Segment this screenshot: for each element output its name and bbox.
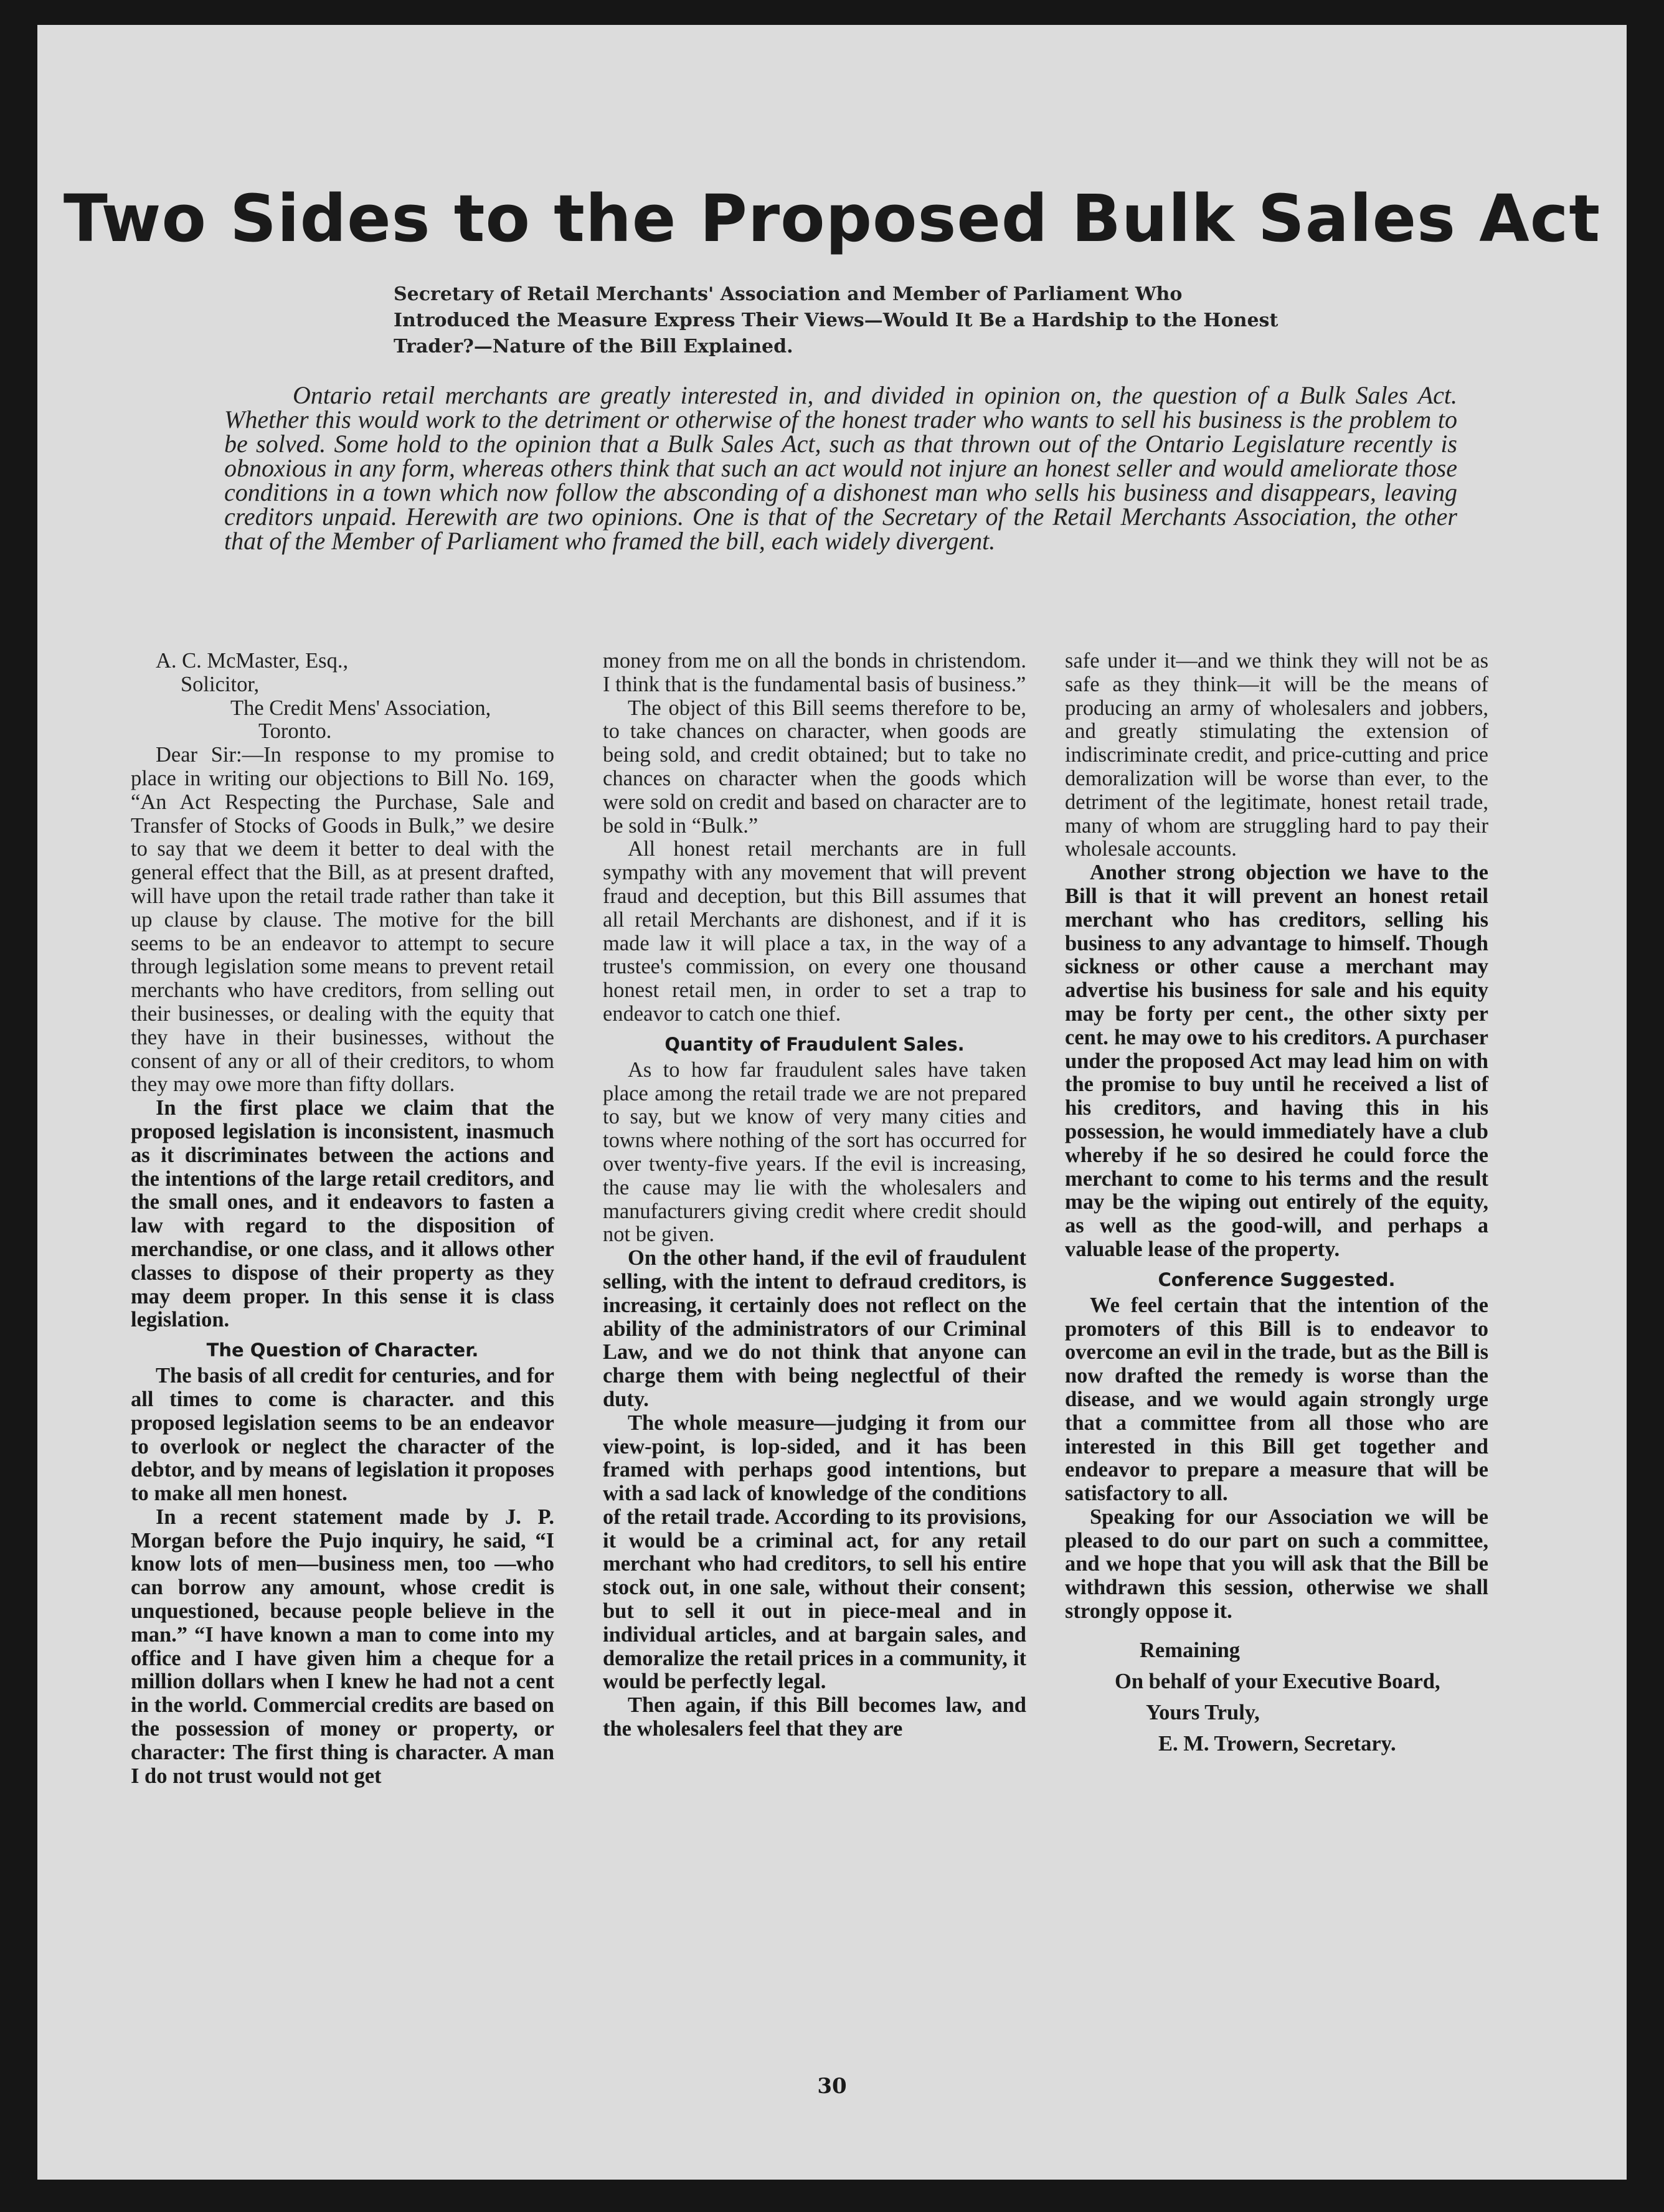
signature-line: On behalf of your Executive Board, xyxy=(1115,1669,1440,1693)
column-1 xyxy=(131,650,554,1788)
article-title: Two Sides to the Proposed Bulk Sales Act xyxy=(63,181,1601,257)
section-heading: Conference Suggested. xyxy=(1158,1269,1396,1290)
signature-line: Remaining xyxy=(1140,1638,1241,1662)
address-line: A. C. McMaster, Esq., xyxy=(156,649,349,673)
signature-line: E. M. Trowern, Secretary. xyxy=(1158,1731,1396,1756)
address-line: Solicitor, xyxy=(181,672,260,696)
paragraph: On the other hand, if the evil of fraudulent selling, with the intent to defraud creditors, is increasing, it certainly does not reflect on the ability of the administrators of our Criminal Law, and we do not think that anyone can charge them with being neglectful of their duty. xyxy=(603,1246,1026,1411)
article-subtitle: Secretary of Retail Merchants' Association and Member of Parliament Who Introduced the Measure Express Their Views—Would It Be a Hardship to the Honest Trader?—Nature of the Bill Explained. xyxy=(394,283,1279,357)
paragraph: The object of this Bill seems therefore to be, to take chances on character, when goods are being sold, and credit obtained; but to take no chances on character when the goods which were sold on credit and based on character are to be sold in “Bulk.” xyxy=(603,696,1026,838)
paragraph: Dear Sir:—In response to my promise to place in writing our objections to Bill No. 169, “An Act Respecting the Purchase, Sale and Transfer of Stocks of Goods in Bulk,” we desire to say that we deem it better to deal with the general effect that the Bill, as at present drafted, will have upon the retail trade rather than take it up clause by clause. The motive for the bill seems to be an endeavor to attempt to secure through legislation some means to prevent retail merchants who have creditors, from selling out their businesses, or dealing with the equity that they have in their businesses, without the consent of any or all of their creditors, to whom they may owe more than fifty dollars. xyxy=(131,743,554,1097)
paragraph: The whole measure—judging it from our view-point, is lop-sided, and it has been framed with perhaps good intentions, but with a sad lack of knowledge of the conditions of the retail trade. According to its provisions, it would be a criminal act, for any retail merchant who had creditors, to sell his entire stock out, in one sale, without their consent; but to sell it out in piece-meal and in individual articles, and at bargain sales, and demoralize the retail prices in a community, it would be perfectly legal. xyxy=(603,1411,1026,1694)
section-heading: Quantity of Fraudulent Sales. xyxy=(664,1033,965,1055)
paragraph: The basis of all credit for centuries, and for all times to come is character. and this proposed legislation seems to be an endeavor to overlook or neglect the character of the debtor, and by means of legislation it proposes to make all men honest. xyxy=(131,1364,554,1506)
section-heading: The Question of Character. xyxy=(206,1340,479,1361)
paragraph: safe under it—and we think they will not be as safe as they think—it will be the means of producing an army of wholesalers and jobbers, and greatly stimulating the extension of indiscriminate credit, and price-cutting and price demoralization will be worse than ever, to the detriment of the legitimate, honest retail trade, many of whom are struggling hard to pay their wholesale accounts. xyxy=(1065,649,1488,861)
paragraph: In the first place we claim that the proposed legislation is inconsistent, inasmuch as it discriminates between the actions and the intentions of the large retail creditors, and the small ones, and it endeavors to fasten a law with regard to the disposition of merchandise, or one class, and it allows other classes to dispose of their property as they may deem proper. In this sense it is class legislation. xyxy=(131,1096,554,1332)
paragraph: money from me on all the bonds in christendom. I think that is the fundamental basis of business.” xyxy=(603,649,1026,696)
article-intro: Ontario retail merchants are greatly interested in, and divided in opinion on, the question of a Bulk Sales Act. Whether this would work to the detriment or otherwise of the honest trader who wants to sell his business is the problem to be solved. Some hold to the opinion that a Bulk Sales Act, such as that thrown out of the Ontario Legislature recently is obnoxious in any form, whereas others think that such an act would not injure an honest seller and would ameliorate those conditions in a town which now follow the absconding of a dishonest man who sells his business and disappears, leaving creditors unpaid. Herewith are two opinions. One is that of the Secretary of the Retail Merchants Association, the other that of the Member of Parliament who framed the bill, each widely divergent. xyxy=(224,381,1457,555)
paragraph: We feel certain that the intention of the promoters of this Bill is to endeavor to overcome an evil in the trade, but as the Bill is now drafted the remedy is worse than the disease, and we would again strongly urge that a committee from all those who are interested in this Bill get together and endeavor to prepare a measure that will be satisfactory to all. xyxy=(1065,1293,1488,1506)
paragraph: In a recent statement made by J. P. Morgan before the Pujo inquiry, he said, “I know lots of men—business men, too —who can borrow any amount, whose credit is unquestioned, because people believe in the man.” “I have known a man to come into my office and I have given him a cheque for a million dollars when I knew he had not a cent in the world. Commercial credits are based on the possession of money or property, or character: The first thing is character. A man I do not trust would not get xyxy=(131,1505,554,1788)
paragraph: Another strong objection we have to the Bill is that it will prevent an honest retail merchant who has creditors, selling his business to any advantage to himself. Though sickness or other cause a merchant may advertise his business for sale and his equity may be forty per cent., the other sixty per cent. he may owe to his creditors. A purchaser under the proposed Act may lead him on with the promise to buy until he received a list of his creditors, and having this in his possession, he would immediately have a club whereby if he so desired he could force the merchant to come to his terms and the result may be the wiping out entirely of the equity, as well as the good-will, and perhaps a valuable lease of the property. xyxy=(1065,861,1488,1261)
address-line: Toronto. xyxy=(258,719,332,744)
address-line: The Credit Mens' Association, xyxy=(230,696,491,720)
page-number: 30 xyxy=(817,2074,847,2099)
paragraph: All honest retail merchants are in full sympathy with any movement that will prevent fraud and deception, but this Bill assumes that all retail Merchants are dishonest, and if it is made law it will place a tax, in the way of a trustee's commission, on every one thousand honest retail men, in order to set a trap to endeavor to catch one thief. xyxy=(603,837,1026,1026)
paragraph: Then again, if this Bill becomes law, and the wholesalers feel that they are xyxy=(603,1693,1026,1741)
signature-line: Yours Truly, xyxy=(1146,1700,1260,1724)
column-2 xyxy=(603,650,1026,1741)
paragraph: Speaking for our Association we will be pleased to do our part on such a committee, and we hope that you will ask that the Bill be withdrawn this session, otherwise we shall strongly oppose it. xyxy=(1065,1505,1488,1624)
paragraph: As to how far fraudulent sales have taken place among the retail trade we are not prepared to say, but we know of very many cities and towns where nothing of the sort has occurred for over twenty-five years. If the evil is increasing, the cause may lie with the wholesalers and manufacturers giving credit where credit should not be given. xyxy=(603,1057,1026,1247)
column-3 xyxy=(1065,650,1488,1759)
magazine-page xyxy=(37,25,1627,2180)
